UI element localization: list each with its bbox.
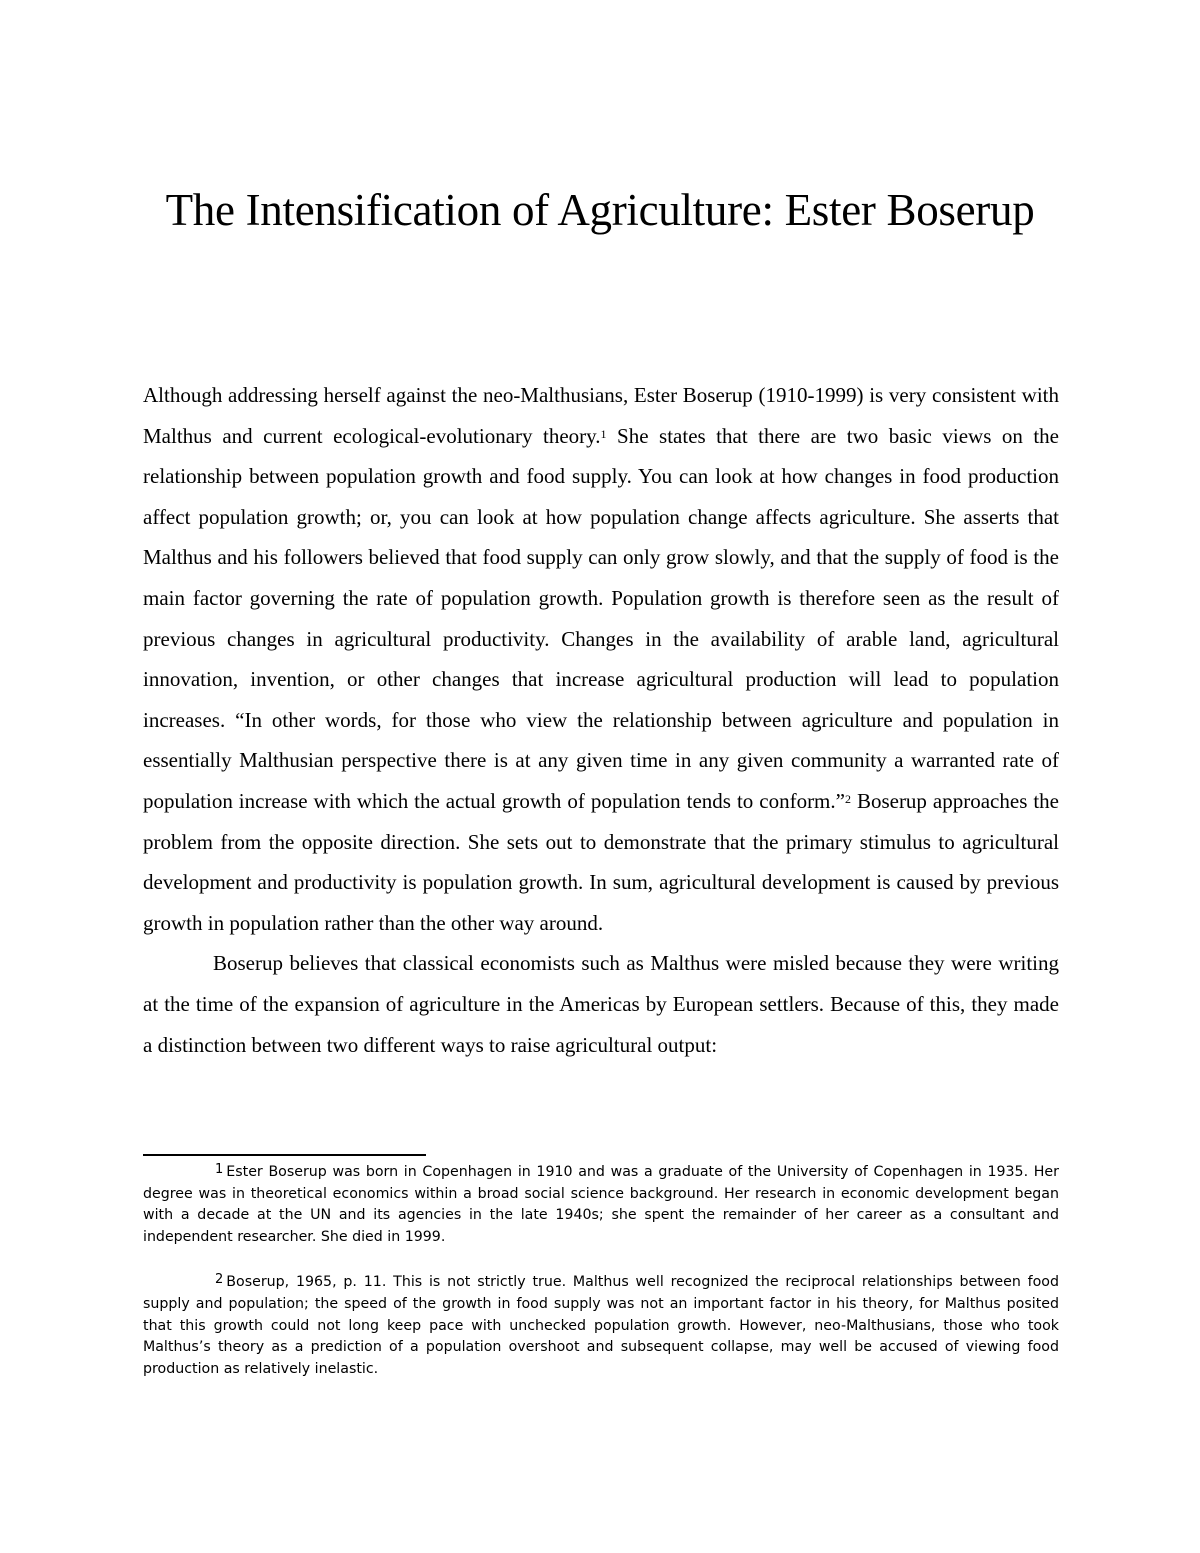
footnote-2-number: 2	[215, 1272, 224, 1288]
paragraph-1-part-3: Boserup approaches the problem from the opposite direction. She sets out to demonstrate that the primary stimulus to agricultural development and productivity is population growth. In sum, agricultural development is caused by previous growth in population rather than the other way around.	[143, 788, 1059, 935]
body-text	[143, 375, 1059, 1065]
footnote-1-text: Ester Boserup was born in Copenhagen in 1910 and was a graduate of the University of Copenhagen in 1935. Her degree was in theoretical economics within a broad social science background. Her research in economic development began with a decade at the UN and its agencies in the late 1940s; she spent the remainder of her career as a consultant and independent researcher. She died in 1999.	[143, 1164, 1059, 1245]
footnote-separator	[143, 1154, 426, 1156]
footnotes	[143, 1162, 1059, 1380]
footnote-2-text: Boserup, 1965, p. 11. This is not strictly true. Malthus well recognized the reciprocal relationships between food supply and population; the speed of the growth in food supply was not an important factor in his theory, for Malthus posited that this growth could not long keep pace with unchecked population growth. However, neo-Malthusians, those who took Malthus’s theory as a prediction of a population overshoot and subsequent collapse, may well be accused of viewing food production as relatively inelastic.	[143, 1274, 1059, 1377]
paragraph-2: Boserup believes that classical economists such as Malthus were misled because they were writing at the time of the expansion of agriculture in the Americas by European settlers. Because of this, they made a distinction between two different ways to raise agricultural output:	[143, 951, 1059, 1057]
footnote-ref-2[interactable]: 2	[844, 791, 851, 806]
footnote-1-number: 1	[215, 1162, 224, 1177]
paragraph-1-part-1: Although addressing herself against the neo-Malthusians, Ester Boserup (1910-1999) is very consistent with Malthus and current ecological-evolutionary theory.	[143, 383, 1059, 448]
footnote-2	[143, 1272, 1059, 1380]
footnote-1	[143, 1162, 1059, 1248]
paragraph-1	[143, 375, 1059, 943]
page-title: The Intensification of Agriculture: Ester Boserup	[165, 185, 1035, 235]
paragraph-1-part-2: She states that there are two basic views on the relationship between population growth and food supply. You can look at how changes in food production affect population growth; or, you can look at how population change affects agriculture. She asserts that Malthus and his followers believed that food supply can only grow slowly, and that the supply of food is the main factor governing the rate of population growth. Population growth is therefore seen as the result of previous changes in agricultural productivity. Changes in the availability of arable land, agricultural innovation, invention, or other changes that increase agricultural production will lead to population increases. “In other words, for those who view the relationship between agriculture and population in essentially Malthusian perspective there is at any given time in any given community a warranted rate of population increase with which the actual growth of population tends to conform.”	[143, 423, 1060, 813]
footnote-ref-1[interactable]: 1	[600, 426, 607, 441]
